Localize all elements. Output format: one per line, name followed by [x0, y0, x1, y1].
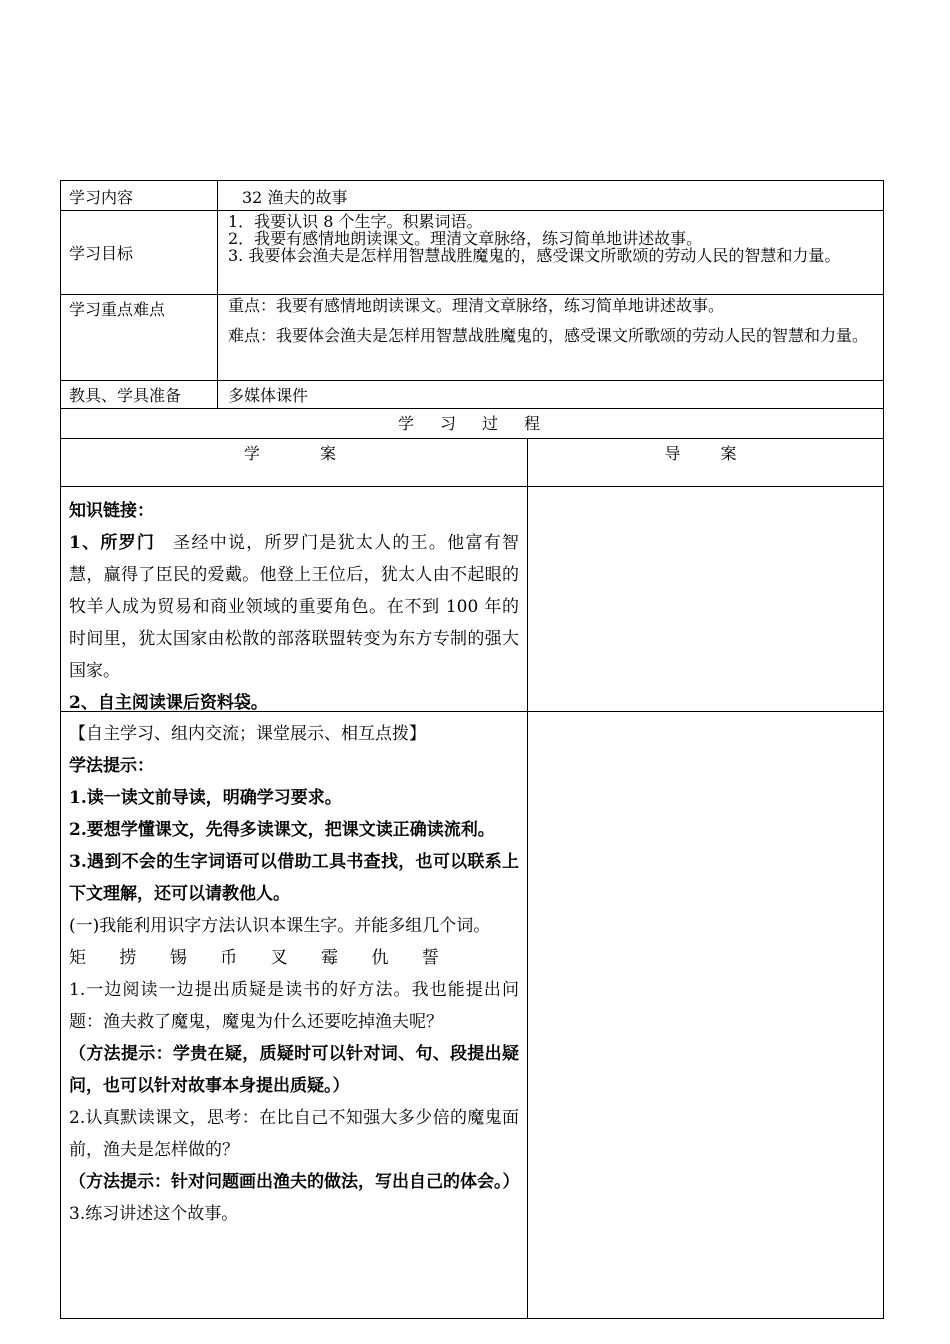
process-row [61, 409, 883, 439]
tools-value: 多媒体课件 [228, 386, 309, 405]
key-row [61, 295, 883, 381]
content-row [61, 181, 883, 211]
goal-item: 1．我要认识 8 个生字。积累词语。 [228, 212, 483, 231]
knowledge-row [61, 487, 883, 712]
guide-cell-1 [528, 487, 883, 711]
column-header-row [61, 439, 883, 487]
knowledge-item-1-title: 1、所罗门 [69, 533, 156, 553]
knowledge-title: 知识链接： [69, 501, 154, 521]
knowledge-item-2: 2、自主阅读课后资料袋。 [69, 693, 268, 713]
difficulty-point: 难点：我要体会渔夫是怎样用智慧战胜魔鬼的，感受课文所歌颂的劳动人民的智慧和力量。 [228, 326, 869, 345]
study-cell [61, 712, 528, 1318]
key-point: 重点：我要有感情地朗读课文。理清文章脉络，练习简单地讲述故事。 [228, 296, 725, 315]
study-header: 学案 [61, 439, 528, 486]
new-characters: 矩 捞 锡 币 叉 霉 仇 誓 [69, 948, 453, 968]
question-1: 1.一边阅读一边提出质疑是读书的好方法。我也能提出问题：渔夫救了魔鬼，魔鬼为什么还要吃掉渔夫呢？ [69, 980, 519, 1032]
goal-row [61, 211, 883, 295]
key-label: 学习重点难点 [61, 295, 218, 380]
guide-cell-2 [528, 712, 883, 1318]
question-2: 2.认真默读课文，思考：在比自己不知强大多少倍的魔鬼面前，渔夫是怎样做的？ [69, 1108, 519, 1160]
process-header: 学习过程 [397, 414, 566, 433]
study-mode: 【自主学习、组内交流；课堂展示、相互点拨】 [69, 724, 426, 744]
goal-label: 学习目标 [61, 211, 218, 294]
goal-list [218, 211, 883, 294]
knowledge-item-1-text: 圣经中说，所罗门是犹太人的王。他富有智慧，赢得了臣民的爱戴。他登上王位后，犹太人由不起眼的牧羊人成为贸易和商业领域的重要角色。在不到 100 年的时间里，犹太国家由松散的部落联盟转变为东方专制的强大国家。 [69, 533, 519, 681]
content-value: 32 渔夫的故事 [242, 188, 348, 207]
tools-row [61, 381, 883, 409]
study-row [61, 712, 883, 1318]
question-2-tip: （方法提示：针对问题画出渔夫的做法，写出自己的体会。） [69, 1172, 520, 1192]
guide-header: 导案 [664, 444, 777, 463]
knowledge-item-1 [69, 527, 519, 687]
tip-2: 2.要想学懂课文，先得多读课文，把课文读正确读流利。 [69, 820, 495, 840]
tip-3: 3.遇到不会的生字词语可以借助工具书查找，也可以联系上下文理解，还可以请教他人。 [69, 852, 519, 904]
tools-label: 教具、学具准备 [61, 381, 218, 408]
lesson-plan-table [60, 180, 884, 1319]
part-1: (一)我能利用识字方法认识本课生字。并能多组几个词。 [69, 916, 491, 936]
question-1-tip: （方法提示：学贵在疑，质疑时可以针对词、句、段提出疑问，也可以针对故事本身提出质疑。） [69, 1044, 519, 1096]
key-content [218, 295, 883, 380]
content-label: 学习内容 [61, 181, 218, 210]
goal-item: 2．我要有感情地朗读课文。理清文章脉络，练习简单地讲述故事。 [228, 229, 703, 248]
tips-title: 学法提示： [69, 756, 154, 776]
goal-item: 3. 我要体会渔夫是怎样用智慧战胜魔鬼的，感受课文所歌颂的劳动人民的智慧和力量。 [228, 246, 841, 265]
question-3: 3.练习讲述这个故事。 [69, 1204, 239, 1224]
tip-1: 1.读一读文前导读，明确学习要求。 [69, 788, 342, 808]
knowledge-cell [61, 487, 528, 711]
